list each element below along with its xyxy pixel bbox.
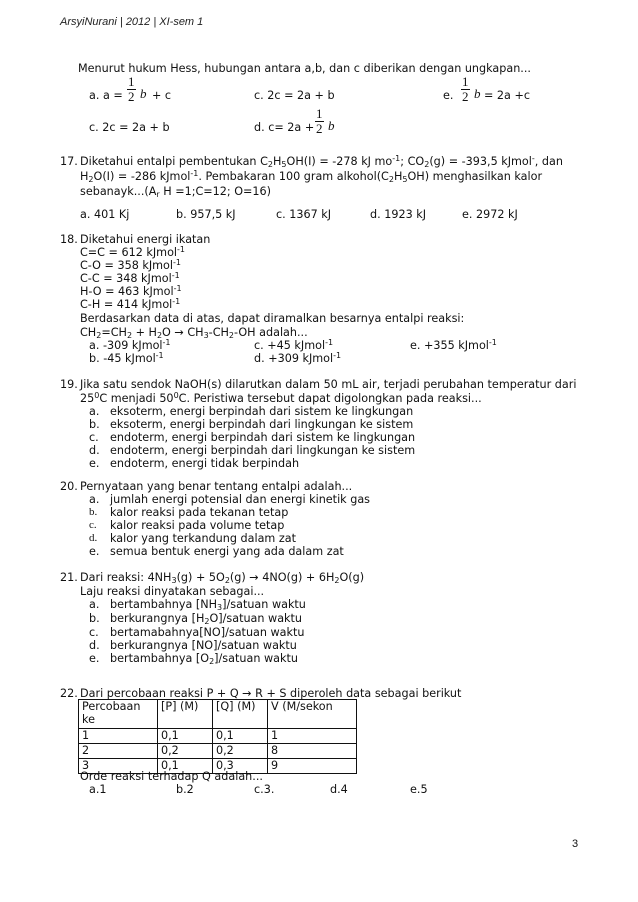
q21-option-letter: b. [89, 612, 100, 625]
q21-option-text: bertamabahnya[NO]/satuan waktu [110, 626, 305, 639]
q16-option-c: c. 2c = 2a + b [254, 89, 335, 102]
q19-option-letter: d. [89, 444, 100, 457]
q17-line3: $sebanayk...(A_r$ H =1;C=12; O=16) [80, 185, 272, 199]
q18-option-c: c. +45 kJmol$^{-1}$ [254, 338, 334, 352]
fraction-one-half: $\frac{1}{2}$ [128, 74, 135, 104]
q22-option-c: c.3. [254, 783, 275, 796]
q19-option-letter: e. [89, 457, 100, 470]
table-cell: 0,3 [213, 759, 268, 774]
table-header-cell: Percobaan ke [79, 700, 158, 729]
q21-option-text: bertambahnya $[O_2]$/satuan waktu [110, 652, 298, 666]
q20-option-text: semua bentuk energi yang ada dalam zat [110, 545, 344, 558]
q19-option-text: endoterm, energi tidak berpindah [110, 457, 300, 470]
bond-energy-item: C-C = 348 kJmol$^{-1}$ [80, 271, 180, 285]
q19-option-text: eksoterm, energi berpindah dari sistem ke lingkungan [110, 405, 414, 418]
q17-option-e: e. 2972 kJ [462, 208, 518, 221]
q18-reaction: $CH_2=CH_2 + H_2O \to CH_3-CH_2-OH$ adalah... [80, 326, 308, 340]
q20-option-letter: b. [89, 506, 98, 518]
q18-intro: Diketahui energi ikatan [80, 233, 211, 246]
q19-option-text: endoterm, energi berpindah dari lingkungan ke sistem [110, 444, 416, 457]
q16-option-b: c. 2c = 2a + b [89, 121, 170, 134]
bond-energy-item: H-O = 463 kJmol$^{-1}$ [80, 284, 182, 298]
table-cell: 0,1 [158, 729, 213, 744]
q22-option-b: b.2 [176, 783, 194, 796]
table-cell: 0,1 [213, 729, 268, 744]
page-number: 3 [572, 838, 579, 850]
q22-stem: Dari percobaan reaksi P + Q → R + S diperoleh data sebagai berikut [80, 687, 462, 700]
fraction-one-half: $\frac{1}{2}$ [462, 74, 469, 104]
table-cell: 1 [268, 729, 357, 744]
page-header: ArsyiNurani | 2012 | XI-sem 1 [60, 16, 204, 28]
q18-prompt: Berdasarkan data di atas, dapat diramalkan besarnya entalpi reaksi: [80, 312, 465, 325]
q18-option-b: b. -45 kJmol$^{-1}$ [89, 351, 164, 365]
q17-number: 17. [60, 155, 78, 168]
variable-b: b [140, 86, 147, 101]
q21-option-letter: e. [89, 652, 100, 665]
q19-option-text: endoterm, energi berpindah dari sistem ke lingkungan [110, 431, 416, 444]
variable-b: b [474, 86, 481, 101]
table-cell: 3 [79, 759, 158, 774]
table-cell: 8 [268, 744, 357, 759]
q16-option-a-suffix: + c [152, 89, 172, 102]
q21-number: 21. [60, 571, 78, 584]
q17-option-c: c. 1367 kJ [276, 208, 332, 221]
bond-energy-item: C-H = 414 kJmol$^{-1}$ [80, 297, 181, 311]
q21-reaction: Dari reaksi: $4NH_3(g) + 5O_2(g) \to 4NO(g) + 6H_2O(g)$ [80, 571, 365, 585]
q20-option-letter: e. [89, 545, 100, 558]
bond-energy-item: C=C = 612 kJmol$^{-1}$ [80, 245, 186, 259]
reaction-data-table [78, 699, 357, 774]
q20-option-text: kalor reaksi pada tekanan tetap [110, 506, 289, 519]
table-cell: 0,1 [158, 759, 213, 774]
q19-line1: Jika satu sendok NaOH(s) dilarutkan dalam 50 mL air, terjadi perubahan temperatur dari [80, 378, 577, 391]
q22-option-d: d.4 [330, 783, 348, 796]
table-header-cell: [P] (M) [158, 700, 213, 729]
q19-option-letter: b. [89, 418, 100, 431]
q21-option-letter: c. [89, 626, 99, 639]
table-cell: 1 [79, 729, 158, 744]
table-cell: 9 [268, 759, 357, 774]
q21-option-text: berkurangnya [NO]/satuan waktu [110, 639, 297, 652]
q16-stem: Menurut hukum Hess, hubungan antara a,b, dan c diberikan dengan ungkapan... [78, 62, 531, 75]
q17-line2: $H_2O(I) = -286$ kJmol$^{-1}$. Pembakaran 100 gram $alkohol(C_2H_5OH)$ menghasilkan kalor [80, 169, 543, 184]
bond-energy-item: C-O = 358 kJmol$^{-1}$ [80, 258, 181, 272]
q17-option-b: b. 957,5 kJ [176, 208, 236, 221]
table-cell: 2 [79, 744, 158, 759]
q16-option-d-prefix: d. c= 2a + [254, 121, 315, 134]
q17-option-a: a. 401 Kj [80, 208, 130, 221]
q20-option-text: jumlah energi potensial dan energi kinetik gas [110, 493, 370, 506]
q16-option-e-prefix: e. [443, 89, 454, 102]
q20-number: 20. [60, 480, 78, 493]
q16-option-a-prefix: a. a = [89, 89, 123, 102]
q18-option-a: a. -309 kJmol$^{-1}$ [89, 338, 171, 352]
q21-option-letter: a. [89, 598, 100, 611]
table-row [79, 729, 357, 744]
q22-number: 22. [60, 687, 78, 700]
table-header-row [79, 700, 357, 729]
q21-line2: Laju reaksi dinyatakan sebagai... [80, 585, 265, 598]
q17-option-d: d. 1923 kJ [370, 208, 427, 221]
q16-option-e-suffix: = 2a +c [484, 89, 530, 102]
q19-option-text: eksoterm, energi berpindah dari lingkungan ke sistem [110, 418, 414, 431]
table-cell: 0,2 [213, 744, 268, 759]
q21-option-text: berkurangnya $[H_2O]$/satuan waktu [110, 612, 303, 626]
q20-stem: Pernyataan yang benar tentang entalpi adalah... [80, 480, 353, 493]
table-header-cell: V (M/sekon [268, 700, 357, 729]
table-cell: 0,2 [158, 744, 213, 759]
q20-option-letter: a. [89, 493, 100, 506]
q21-option-text: bertambahnya $[NH_3]$/satuan waktu [110, 598, 306, 612]
q18-option-d: d. +309 kJmol$^{-1}$ [254, 351, 342, 365]
q21-option-letter: d. [89, 639, 100, 652]
q22-option-e: e.5 [410, 783, 428, 796]
q19-option-letter: c. [89, 431, 99, 444]
q20-option-text: kalor reaksi pada volume tetap [110, 519, 285, 532]
q17-line1: Diketahui entalpi pembentukan $C_2H_5OH(I) = -278$ kJ $mo^{-1}$; $CO_2(g) = -393,5$ kJmol-, dan [80, 154, 563, 169]
variable-b: b [328, 118, 335, 133]
table-header-cell: [Q] (M) [213, 700, 268, 729]
q22-question: Orde reaksi terhadap Q adalah... [80, 770, 263, 783]
q19-option-letter: a. [89, 405, 100, 418]
q20-option-text: kalor yang terkandung dalam zat [110, 532, 296, 545]
table-row [79, 744, 357, 759]
q18-number: 18. [60, 233, 78, 246]
fraction-one-half: $\frac{1}{2}$ [316, 106, 323, 136]
q19-line2: $25^0C$ menjadi $50^0C$. Peristiwa tersebut dapat digolongkan pada reaksi... [80, 391, 482, 405]
q22-option-a: a.1 [89, 783, 107, 796]
q20-option-letter: c. [89, 519, 97, 531]
q18-option-e: e. +355 kJmol$^{-1}$ [410, 338, 497, 352]
q19-number: 19. [60, 378, 78, 391]
q20-option-letter: d. [89, 532, 98, 544]
